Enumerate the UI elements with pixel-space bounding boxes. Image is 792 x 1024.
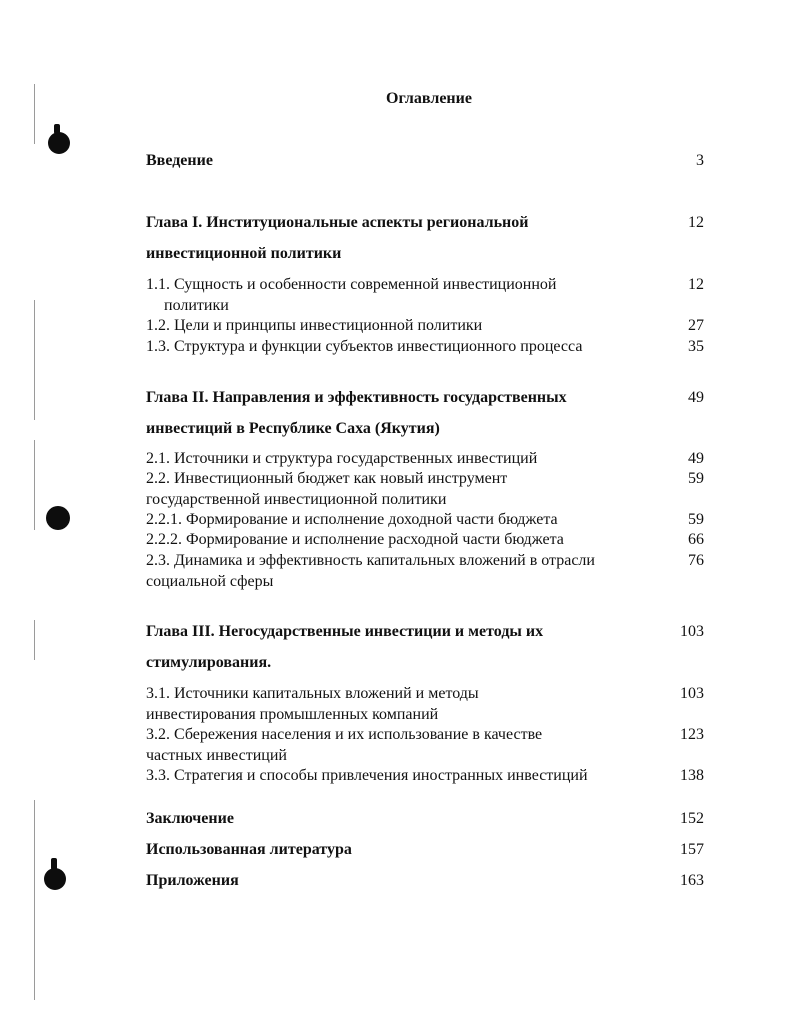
toc-entry-label: Использованная литература (146, 841, 352, 858)
toc-page-number: 123 (680, 726, 704, 743)
toc-chapter-2 (146, 387, 706, 408)
toc-section-3-2 (146, 724, 706, 766)
punch-hole-mark (46, 506, 70, 530)
toc-chapter-title-line1: Глава I. Институциональные аспекты региональной (146, 214, 529, 231)
toc-entry-conclusion (146, 808, 706, 829)
toc-entry-label: 3.2. Сбережения населения и их использование в качестве (146, 726, 543, 743)
toc-chapter-title-line2: стимулирования. (146, 654, 272, 671)
scan-margin-line (34, 800, 35, 1000)
toc-section-3-1 (146, 683, 706, 725)
toc-entry-label: 2.2. Инвестиционный бюджет как новый инструмент (146, 470, 508, 487)
toc-section-1-2 (146, 315, 706, 336)
punch-hole-mark (44, 868, 66, 890)
toc-entry-label: Введение (146, 152, 213, 169)
toc-entry-label-cont: инвестирования промышленных компаний (146, 706, 439, 723)
toc-chapter-title-line1: Глава II. Направления и эффективность государственных (146, 389, 567, 406)
toc-chapter-title-line2: инвестиций в Республике Саха (Якутия) (146, 420, 440, 437)
toc-page-number: 12 (688, 214, 704, 231)
toc-entry-label: 3.3. Стратегия и способы привлечения иностранных инвестиций (146, 767, 588, 784)
toc-section-2-1 (146, 448, 706, 469)
toc-entry-label-cont: частных инвестиций (146, 747, 287, 764)
toc-entry-literature (146, 839, 706, 860)
toc-section-2-2-1 (146, 509, 706, 530)
toc-entry-label-cont: политики (164, 297, 229, 314)
toc-page-number: 103 (680, 623, 704, 640)
scan-margin-line (34, 300, 35, 420)
toc-entry-label: 2.2.2. Формирование и исполнение расходной части бюджета (146, 531, 564, 548)
toc-page-number: 163 (680, 872, 704, 889)
toc-section-2-2 (146, 468, 706, 510)
toc-entry-label: 1.2. Цели и принципы инвестиционной политики (146, 317, 483, 334)
toc-page-number: 27 (688, 317, 704, 334)
toc-entry-label: 2.1. Источники и структура государственных инвестиций (146, 450, 538, 467)
toc-page-number: 66 (688, 531, 704, 548)
toc-page-number: 49 (688, 389, 704, 406)
toc-page-number: 59 (688, 511, 704, 528)
toc-entry-label-cont: государственной инвестиционной политики (146, 491, 447, 508)
toc-chapter-3 (146, 621, 706, 642)
toc-page-number: 59 (688, 470, 704, 487)
toc-section-1-3 (146, 336, 706, 357)
toc-section-1-1 (146, 274, 706, 316)
toc-chapter-1 (146, 212, 706, 233)
toc-page-number: 103 (680, 685, 704, 702)
toc-section-2-3 (146, 550, 706, 592)
toc-chapter-title-line2: инвестиционной политики (146, 245, 342, 262)
punch-hole-mark (48, 132, 70, 154)
toc-entry-appendix (146, 870, 706, 891)
toc-section-3-3 (146, 765, 706, 786)
toc-entry-label-cont: социальной сферы (146, 573, 274, 590)
toc-page-number: 35 (688, 338, 704, 355)
toc-entry-label: 1.1. Сущность и особенности современной инвестиционной (146, 276, 557, 293)
toc-chapter-title-line1: Глава III. Негосударственные инвестиции и методы их (146, 623, 544, 640)
page-title: Оглавление (386, 90, 472, 107)
toc-page-number: 3 (696, 152, 704, 169)
toc-page-number: 157 (680, 841, 704, 858)
toc-entry-label: 3.1. Источники капитальных вложений и методы (146, 685, 479, 702)
toc-entry-label: 2.2.1. Формирование и исполнение доходной части бюджета (146, 511, 558, 528)
toc-entry-label: Заключение (146, 810, 234, 827)
toc-section-2-2-2 (146, 529, 706, 550)
toc-entry-label: 2.3. Динамика и эффективность капитальных вложений в отрасли (146, 552, 595, 569)
toc-page-number: 49 (688, 450, 704, 467)
toc-page-number: 138 (680, 767, 704, 784)
toc-page-number: 12 (688, 276, 704, 293)
scan-margin-line (34, 620, 35, 660)
toc-page-number: 76 (688, 552, 704, 569)
toc-entry-label: Приложения (146, 872, 239, 889)
scan-margin-line (34, 440, 35, 530)
toc-entry-label: 1.3. Структура и функции субъектов инвестиционного процесса (146, 338, 583, 355)
toc-entry-intro (146, 150, 706, 171)
toc-page-number: 152 (680, 810, 704, 827)
